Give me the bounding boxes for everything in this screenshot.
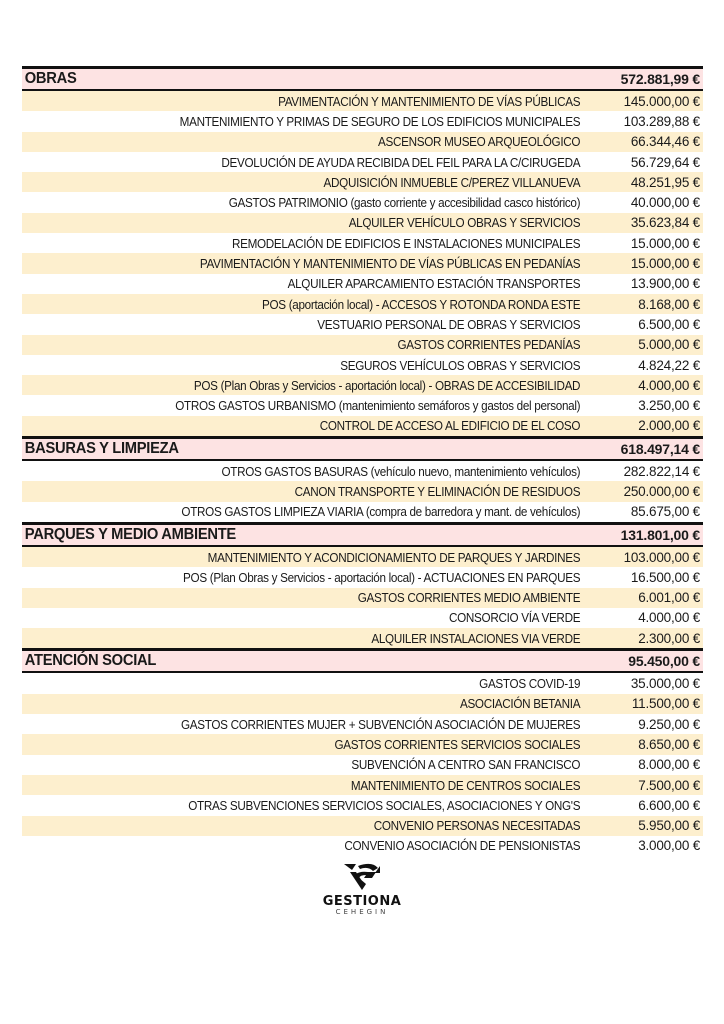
item-description: GASTOS CORRIENTES MEDIO AMBIENTE [357, 590, 581, 606]
item-description: CONTROL DE ACCESO AL EDIFICIO DE EL COSO [319, 418, 581, 434]
item-amount: 3.000,00 € [638, 838, 700, 854]
item-description: CANON TRANSPORTE Y ELIMINACIÓN DE RESIDUOS [294, 483, 581, 499]
table-row [22, 734, 703, 754]
item-description: MANTENIMIENTO DE CENTROS SOCIALES [350, 777, 581, 793]
table-row [22, 547, 703, 567]
item-description: OTROS GASTOS BASURAS (vehículo nuevo, mantenimiento vehículos) [221, 463, 581, 479]
logo-name: GESTIONA [322, 894, 402, 909]
item-description: CONVENIO ASOCIACIÓN DE PENSIONISTAS [344, 838, 581, 854]
item-amount: 3.250,00 € [638, 398, 700, 414]
item-amount: 4.824,22 € [638, 357, 700, 373]
item-amount: 11.500,00 € [631, 696, 700, 712]
section-title: BASURAS Y LIMPIEZA [24, 440, 179, 458]
item-amount: 15.000,00 € [630, 256, 700, 272]
item-description: GASTOS COVID-19 [479, 676, 581, 692]
table-row [22, 111, 703, 131]
item-amount: 16.500,00 € [630, 569, 700, 585]
section-title: PARQUES Y MEDIO AMBIENTE [24, 525, 236, 543]
table-row [22, 755, 703, 775]
item-description: POS (Plan Obras y Servicios - aportación local) - ACTUACIONES EN PARQUES [183, 569, 581, 585]
table-row [22, 172, 703, 192]
section-total: 131.801,00 € [620, 526, 700, 543]
table-row [22, 416, 703, 436]
item-amount: 9.250,00 € [638, 716, 700, 732]
item-description: ADQUISICIÓN INMUEBLE C/PEREZ VILLANUEVA [323, 174, 581, 190]
item-description: MANTENIMIENTO Y ACONDICIONAMIENTO DE PARQUES Y JARDINES [207, 549, 581, 565]
table-row [22, 91, 703, 111]
item-description: PAVIMENTACIÓN Y MANTENIMIENTO DE VÍAS PÚBLICAS [278, 93, 581, 109]
item-description: SEGUROS VEHÍCULOS OBRAS Y SERVICIOS [340, 357, 581, 373]
table-row [22, 461, 703, 481]
gestiona-logo [312, 862, 412, 916]
item-amount: 6.500,00 € [638, 316, 700, 332]
table-row [22, 314, 703, 334]
table-row [22, 588, 703, 608]
table-row [22, 274, 703, 294]
item-description: GASTOS CORRIENTES SERVICIOS SOCIALES [334, 736, 581, 752]
table-row [22, 714, 703, 734]
item-amount: 2.300,00 € [638, 630, 700, 646]
section-header [22, 66, 703, 91]
item-amount: 56.729,64 € [630, 154, 700, 170]
item-amount: 35.000,00 € [630, 676, 700, 692]
logo-subtitle: CEHEGIN [335, 908, 389, 916]
item-amount: 6.001,00 € [638, 590, 700, 606]
section-total: 95.450,00 € [628, 653, 700, 670]
table-row [22, 132, 703, 152]
section-title: ATENCIÓN SOCIAL [24, 652, 157, 670]
item-description: VESTUARIO PERSONAL DE OBRAS Y SERVICIOS [317, 316, 581, 332]
item-amount: 8.650,00 € [638, 736, 700, 752]
item-amount: 282.822,14 € [623, 463, 700, 479]
item-amount: 85.675,00 € [630, 504, 700, 520]
table-row [22, 253, 703, 273]
table-row [22, 152, 703, 172]
item-amount: 7.500,00 € [638, 777, 700, 793]
item-description: OTROS GASTOS URBANISMO (mantenimiento semáforos y gastos del personal) [175, 398, 581, 414]
table-row [22, 836, 703, 856]
section-header [22, 436, 703, 461]
item-amount: 5.000,00 € [638, 337, 700, 353]
table-row [22, 233, 703, 253]
item-description: DEVOLUCIÓN DE AYUDA RECIBIDA DEL FEIL PARA LA C/CIRUGEDA [221, 154, 581, 170]
table-row [22, 816, 703, 836]
table-row [22, 294, 703, 314]
item-description: POS (Plan Obras y Servicios - aportación local) - OBRAS DE ACCESIBILIDAD [193, 377, 581, 393]
item-description: OTRAS SUBVENCIONES SERVICIOS SOCIALES, ASOCIACIONES Y ONG'S [188, 797, 581, 813]
item-description: ASOCIACIÓN BETANIA [459, 696, 581, 712]
table-row [22, 673, 703, 693]
table-row [22, 355, 703, 375]
item-description: ALQUILER APARCAMIENTO ESTACIÓN TRANSPORTES [287, 276, 581, 292]
item-amount: 40.000,00 € [630, 195, 700, 211]
table-row [22, 775, 703, 795]
gestiona-g-triangle-icon [342, 862, 382, 892]
table-row [22, 502, 703, 522]
item-description: REMODELACIÓN DE EDIFICIOS E INSTALACIONES MUNICIPALES [231, 235, 581, 251]
item-description: ALQUILER INSTALACIONES VIA VERDE [371, 630, 581, 646]
table-row [22, 395, 703, 415]
table-row [22, 567, 703, 587]
table-row [22, 628, 703, 648]
item-amount: 35.623,84 € [630, 215, 700, 231]
item-description: GASTOS PATRIMONIO (gasto corriente y accesibilidad casco histórico) [228, 195, 581, 211]
section-total: 572.881,99 € [620, 71, 700, 87]
item-amount: 103.289,88 € [623, 113, 700, 129]
item-amount: 2.000,00 € [638, 418, 700, 434]
item-amount: 48.251,95 € [630, 174, 700, 190]
item-description: ALQUILER VEHÍCULO OBRAS Y SERVICIOS [348, 215, 581, 231]
item-description: GASTOS CORRIENTES MUJER + SUBVENCIÓN ASOCIACIÓN DE MUJERES [180, 716, 581, 732]
section-title: OBRAS [24, 70, 77, 87]
section-total: 618.497,14 € [620, 441, 700, 458]
item-amount: 8.000,00 € [638, 757, 700, 773]
item-amount: 4.000,00 € [638, 377, 700, 393]
table-row [22, 192, 703, 212]
section-header [22, 522, 703, 547]
table-row [22, 335, 703, 355]
table-row [22, 608, 703, 628]
table-row [22, 795, 703, 815]
section-header [22, 648, 703, 673]
item-description: ASCENSOR MUSEO ARQUEOLÓGICO [378, 134, 581, 150]
table-row [22, 694, 703, 714]
item-description: GASTOS CORRIENTES PEDANÍAS [397, 337, 581, 353]
budget-table [22, 66, 703, 856]
item-amount: 6.600,00 € [638, 797, 700, 813]
table-row [22, 481, 703, 501]
item-description: PAVIMENTACIÓN Y MANTENIMIENTO DE VÍAS PÚBLICAS EN PEDANÍAS [199, 256, 581, 272]
item-description: SUBVENCIÓN A CENTRO SAN FRANCISCO [351, 757, 581, 773]
item-amount: 4.000,00 € [638, 610, 700, 626]
item-amount: 250.000,00 € [623, 483, 700, 499]
item-amount: 8.168,00 € [638, 296, 700, 312]
item-amount: 5.950,00 € [638, 818, 700, 834]
item-amount: 145.000,00 € [623, 93, 700, 109]
item-description: OTROS GASTOS LIMPIEZA VIARIA (compra de barredora y mant. de vehículos) [181, 504, 581, 520]
item-description: MANTENIMIENTO Y PRIMAS DE SEGURO DE LOS EDIFICIOS MUNICIPALES [179, 113, 581, 129]
item-description: CONVENIO PERSONAS NECESITADAS [373, 818, 581, 834]
item-amount: 66.344,46 € [630, 134, 700, 150]
item-amount: 13.900,00 € [630, 276, 700, 292]
item-amount: 103.000,00 € [623, 549, 700, 565]
item-description: POS (aportación local) - ACCESOS Y ROTONDA RONDA ESTE [262, 296, 581, 312]
item-description: CONSORCIO VÍA VERDE [448, 610, 581, 626]
table-row [22, 213, 703, 233]
item-amount: 15.000,00 € [630, 235, 700, 251]
table-row [22, 375, 703, 395]
